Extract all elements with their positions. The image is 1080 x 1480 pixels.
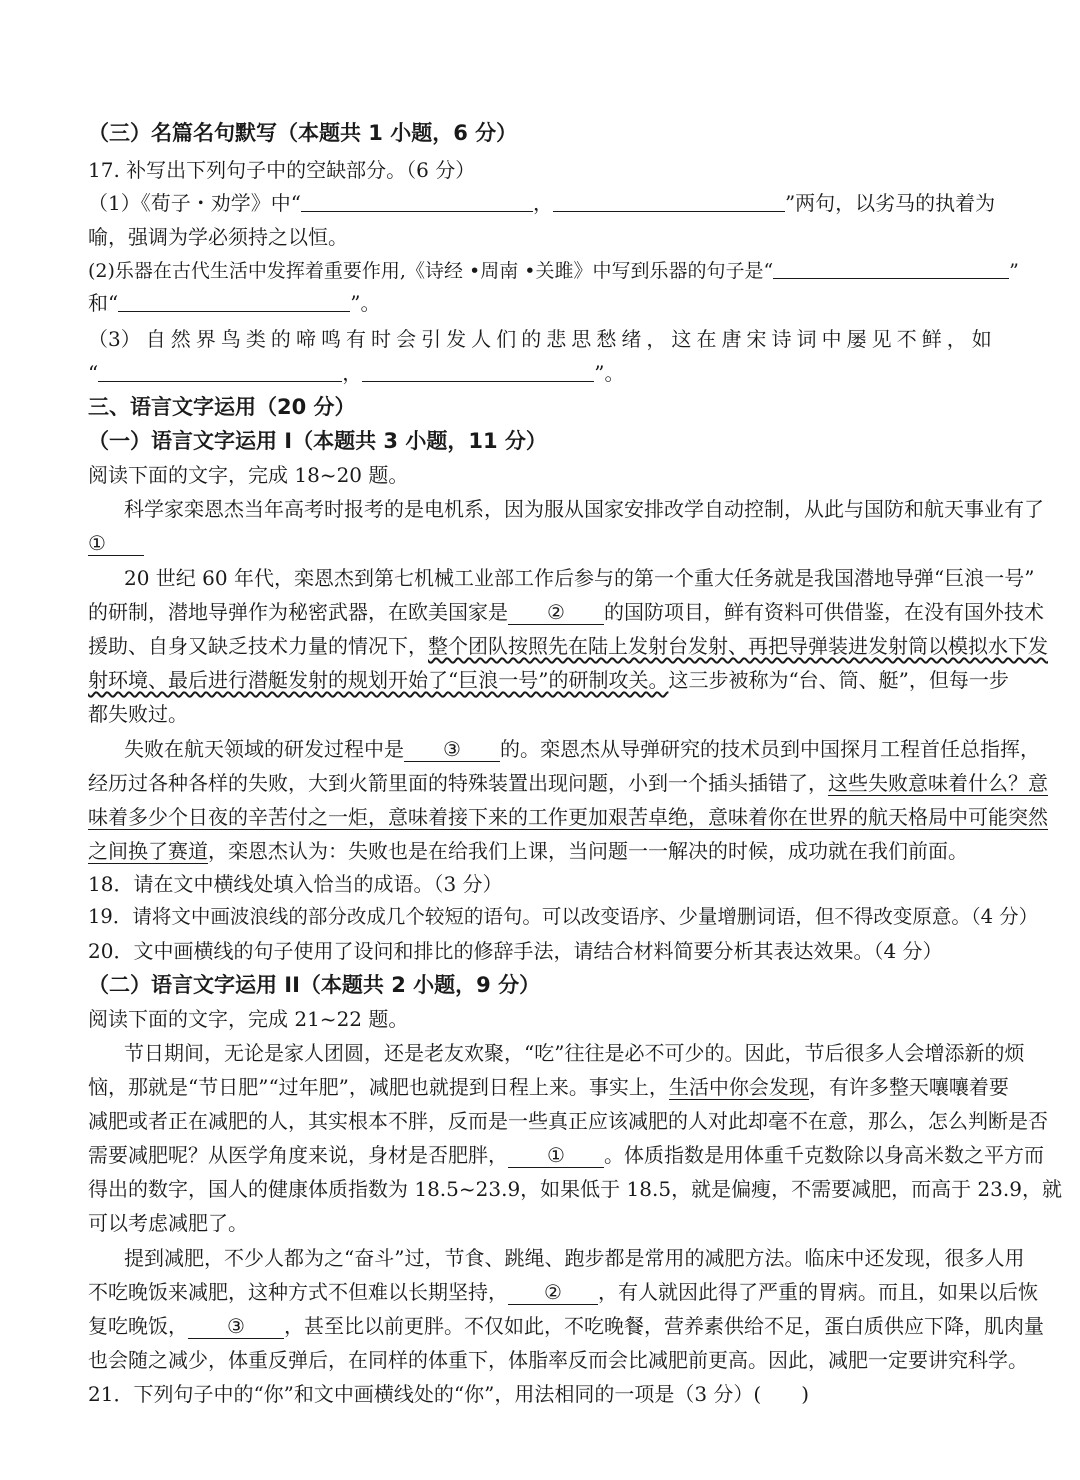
text-run: 。体质指数是用体重千克数除以身高米数之平方而 [604, 1143, 1044, 1167]
spaced-char: 思 [571, 327, 592, 351]
text-run: 经历过各种各样的失败，大到火箭里面的特殊装置出现问题，小到一个插头插错了， [88, 771, 828, 795]
passage-b-line: 得出的数字，国人的健康体质指数为 18.5~23.9，如果低于 18.5，就是偏瘦，不需要减肥，而高于 23.9，就 [88, 1177, 1062, 1201]
section-heading-famous-quotes: （三）名篇名句默写（本题共 1 小题，6 分） [88, 121, 518, 145]
passage-a-line: 科学家栾恩杰当年高考时报考的是电机系，因为服从国家安排改学自动控制，从此与国防和航天事业有了 [124, 497, 1044, 521]
passage-a-line [124, 735, 1040, 763]
answer-blank[interactable] [773, 256, 1009, 279]
underlined-text: 生活中你会发现 [668, 1075, 809, 1099]
text-run: 恼，那就是“节日肥”“过年肥”，减肥也就提到日程上来。事实上， [88, 1075, 669, 1099]
wavy-underlined-text: 射环境、最后进行潜艇发射的规划开始了“巨浪一号”的研制攻关。 [88, 668, 669, 692]
question-17-part-3-line-2 [88, 359, 992, 387]
text-run: 援助、自身又缺乏技术力量的情况下， [88, 634, 428, 658]
spaced-char: 的 [270, 327, 291, 351]
answer-blank[interactable] [362, 359, 594, 382]
spaced-char: 不 [896, 327, 917, 351]
answer-blank-3[interactable]: ③ [404, 737, 500, 762]
subsection-1-heading: （一）语言文字运用 Ⅰ（本题共 3 小题，11 分） [88, 429, 547, 453]
spaced-char: 界 [195, 327, 216, 351]
spaced-char: 中 [821, 327, 842, 351]
reading-instruction-2: 阅读下面的文字，完成 21~22 题。 [88, 1007, 409, 1031]
passage-b-line: 提到减肥，不少人都为之“奋斗”过，节食、跳绳、跑步都是常用的减肥方法。临床中还发现，很多人用 [124, 1246, 1025, 1270]
passage-a-line [88, 666, 1009, 694]
passage-b-line [88, 1141, 1044, 1169]
text-run: ，栾恩杰认为：失败也是在给我们上课，当问题一一解决的时候，成功就在我们前面。 [208, 839, 968, 863]
answer-blank[interactable] [553, 189, 785, 212]
answer-blank-2[interactable]: ② [508, 600, 604, 625]
spaced-char: 发 [446, 327, 467, 351]
text-run: 的。栾恩杰从导弹研究的技术员到中国探月工程首任总指挥， [500, 737, 1040, 761]
spaced-char: （3） [88, 327, 141, 351]
passage-a-line [88, 769, 1048, 797]
answer-blank[interactable] [98, 359, 342, 382]
text-run: 的研制，潜地导弹作为秘密武器，在欧美国家是 [88, 600, 508, 624]
spaced-char: 这 [671, 327, 692, 351]
spaced-char: ， [946, 327, 967, 351]
passage-b-line [88, 1312, 1044, 1340]
answer-blank[interactable] [301, 189, 533, 212]
passage-b-line: 也会随之减少，体重反弹后，在同样的体重下，体脂率反而会比减肥前更高。因此，减肥一定要讲究科学。 [88, 1348, 1028, 1372]
q17-p3-l2-end: ”。 [594, 361, 625, 385]
q17-p1-sep: ， [532, 191, 553, 215]
spaced-char: 屡 [846, 327, 867, 351]
passage-a-line [88, 837, 992, 865]
passage-b-line: 节日期间，无论是家人团圆，还是老友欢聚，“吃”往往是必不可少的。因此，节后很多人会增添新的烦 [124, 1041, 1025, 1065]
question-17-part-1-line-2: 喻，强调为学必须持之以恒。 [88, 225, 348, 249]
spaced-char: 时 [371, 327, 392, 351]
q17-p3-l2-sep: ， [342, 361, 363, 385]
text-run: ，甚至比以前更胖。不仅如此，不吃晚餐，营养素供给不足，蛋白质供应下降，肌肉量 [284, 1314, 1044, 1338]
q17-p2-text: (2)乐器在古代生活中发挥着重要作用,《诗经 •周南 •关雎》中写到乐器的句子是“ [88, 260, 774, 282]
answer-blank-3[interactable]: ③ [188, 1314, 284, 1339]
passage-b-line [88, 1073, 1009, 1101]
question-17-part-3 [88, 325, 992, 353]
spaced-char: 诗 [771, 327, 792, 351]
passage-b-line: 可以考虑减肥了。 [88, 1211, 248, 1235]
question-19: 19．请将文中画波浪线的部分改成几个较短的语句。可以改变语序、少量增删词语，但不得改变原意。（4 分） [88, 905, 1039, 928]
subsection-2-heading: （二）语言文字运用 II（本题共 2 小题，9 分） [88, 973, 541, 997]
question-17-part-1 [88, 189, 996, 217]
spaced-char: 宋 [746, 327, 767, 351]
spaced-char: 自 [145, 327, 166, 351]
passage-a-line: 20 世纪 60 年代，栾恩杰到第七机械工业部工作后参与的第一个重大任务就是我国潜地导弹“巨浪一号” [124, 566, 1035, 590]
passage-a-line [88, 632, 1048, 660]
spaced-char: 悲 [546, 327, 567, 351]
spaced-char: 啼 [295, 327, 316, 351]
text-run: 不吃晚饭来减肥，这种方式不但难以长期坚持， [88, 1280, 508, 1304]
underlined-text: 之间换了赛道 [88, 839, 208, 863]
spaced-char: 如 [971, 327, 992, 351]
spaced-char: 绪 [621, 327, 642, 351]
q17-p2-l2-text: 和“ [88, 291, 119, 315]
spaced-char: 们 [496, 327, 517, 351]
spaced-char: 引 [421, 327, 442, 351]
spaced-char: 会 [396, 327, 417, 351]
text-run: 这三步被称为“台、筒、艇”，但每一步 [668, 668, 1009, 692]
question-18: 18．请在文中横线处填入恰当的成语。（3 分） [88, 872, 503, 896]
passage-a-line [88, 803, 1048, 831]
passage-a-line [88, 529, 992, 557]
q17-p2-l2-end: ”。 [350, 291, 381, 315]
wavy-underlined-text: 整个团队按照先在陆上发射台发射、再把导弹装进发射筒以模拟水下发 [428, 634, 1048, 658]
spaced-char: 然 [170, 327, 191, 351]
spaced-char: ， [646, 327, 667, 351]
answer-blank-1[interactable]: ① [88, 531, 144, 556]
spaced-char: 鸣 [320, 327, 341, 351]
passage-a-line: 都失败过。 [88, 702, 188, 726]
spaced-char: 在 [696, 327, 717, 351]
part-3-heading: 三、语言文字运用（20 分） [88, 395, 356, 419]
q17-p3-l2-open: “ [88, 361, 99, 385]
passage-b-line [88, 1278, 1038, 1306]
answer-blank-2[interactable]: ② [508, 1280, 598, 1305]
text-run: 失败在航天领域的研发过程中是 [124, 737, 404, 761]
underlined-text: 这些失败意味着什么？意 [828, 771, 1048, 795]
text-run: 需要减肥呢？从医学角度来说，身材是否肥胖， [88, 1143, 508, 1167]
text-run: ，有许多整天嚷嚷着要 [808, 1075, 1009, 1099]
answer-blank-1[interactable]: ① [508, 1143, 604, 1168]
passage-b-line: 减肥或者正在减肥的人，其实根本不胖，反而是一些真正应该减肥的人对此却毫不在意，那么，怎么判断是否 [88, 1109, 1048, 1133]
q17-p2-text-end: ” [1009, 260, 1019, 282]
question-21: 21．下列句子中的“你”和文中画横线处的“你”，用法相同的一项是（3 分）( ) [88, 1382, 810, 1406]
spaced-char: 见 [871, 327, 892, 351]
spaced-char: 人 [471, 327, 492, 351]
q17-p1-text: （1）《荀子・劝学》中“ [88, 191, 301, 215]
reading-instruction-1: 阅读下面的文字，完成 18~20 题。 [88, 463, 409, 487]
spaced-char: 鲜 [921, 327, 942, 351]
spaced-char: 鸟 [220, 327, 241, 351]
text-run: 的国防项目，鲜有资料可供借鉴，在没有国外技术 [604, 600, 1044, 624]
question-20: 20．文中画横线的句子使用了设问和排比的修辞手法，请结合材料简要分析其表达效果。（4 分） [88, 939, 943, 963]
answer-blank[interactable] [118, 289, 350, 312]
underlined-text: 味着多少个日夜的辛苦付之一炬，意味着接下来的工作更加艰苦卓绝，意味着你在世界的航天格局中可能突然 [88, 805, 1048, 829]
spaced-char: 唐 [721, 327, 742, 351]
spaced-char: 愁 [596, 327, 617, 351]
passage-a-line [88, 598, 1044, 626]
spaced-char: 词 [796, 327, 817, 351]
question-17-part-2-line-2 [88, 289, 992, 317]
question-17-prompt: 17. 补写出下列句子中的空缺部分。（6 分） [88, 158, 476, 182]
spaced-char: 类 [245, 327, 266, 351]
spaced-char: 的 [521, 327, 542, 351]
spaced-char: 有 [346, 327, 367, 351]
question-17-part-2 [88, 256, 1019, 285]
text-run: ，有人就因此得了严重的胃病。而且，如果以后恢 [598, 1280, 1038, 1304]
q17-p1-text-end: ”两句，以劣马的执着为 [784, 191, 996, 215]
text-run: 复吃晚饭， [88, 1314, 188, 1338]
